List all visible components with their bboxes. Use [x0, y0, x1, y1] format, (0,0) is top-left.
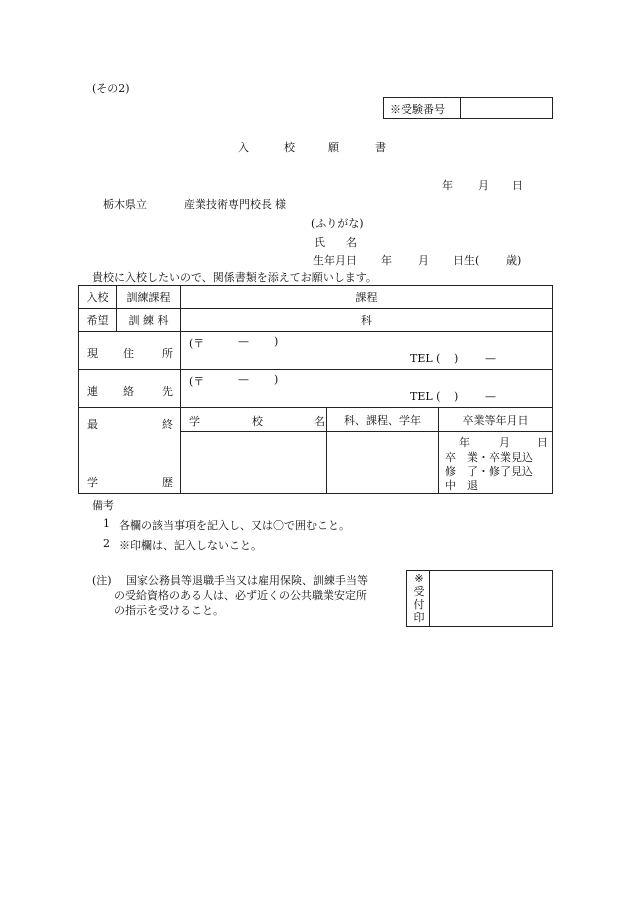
caution-line-1: 国家公務員等退職手当又は雇用保険、訓練手当等	[126, 574, 368, 587]
graduation-field[interactable]	[439, 432, 553, 494]
address-label-2: 住	[123, 347, 134, 360]
note-1-text: 各欄の該当事項を記入し、又は〇で囲むこと。	[119, 519, 350, 532]
address-tel-close: )	[454, 352, 459, 365]
col-school-3: 名	[314, 415, 325, 428]
grad-status-3[interactable]: 中 退	[445, 479, 478, 492]
desired-label-1: 入校	[79, 286, 117, 309]
title-char-4: 書	[375, 141, 386, 154]
birth-day: 日生(	[453, 254, 480, 267]
birth-label: 生年月日	[313, 254, 357, 267]
address-label-1: 現	[87, 347, 98, 360]
exam-number-box	[383, 97, 553, 119]
date-day: 日	[512, 179, 523, 192]
date-year: 年	[442, 179, 453, 192]
subject-field[interactable]	[181, 309, 553, 332]
contact-row	[79, 370, 553, 408]
stamp-label-4: 印	[413, 611, 425, 624]
addressee-school: 栃木県立	[103, 198, 147, 211]
furigana-label: (ふりがな)	[311, 217, 364, 230]
caution-line-3: の指示を受けること。	[114, 604, 224, 617]
education-header-row	[79, 408, 553, 432]
form-number: (その2)	[92, 82, 130, 95]
contact-postal-dash: —	[238, 373, 249, 386]
stamp-label-1: ※	[414, 572, 424, 585]
title-char-2: 校	[284, 141, 295, 154]
intro-text: 貴校に入校したいので、関係書類を添えてお願いします。	[92, 271, 377, 284]
contact-label-2: 絡	[123, 385, 134, 398]
address-label-3: 所	[162, 347, 173, 360]
grad-status-1[interactable]: 卒 業・卒業見込	[445, 451, 533, 464]
contact-field[interactable]	[181, 370, 553, 408]
contact-label-3: 先	[162, 385, 173, 398]
education-label-4: 歴	[162, 476, 173, 489]
course-type-value: 課程	[355, 291, 378, 304]
birth-age: 歳)	[506, 254, 522, 267]
caution-line-2: の受給資格のある人は、必ず近くの公共職業安定所	[114, 589, 367, 602]
address-row	[79, 332, 553, 370]
address-postal: (〒	[189, 337, 205, 350]
address-label-cell	[79, 332, 181, 370]
stamp-label	[412, 572, 426, 624]
col-school-1: 学	[189, 415, 200, 428]
notes-heading: 備考	[92, 499, 114, 512]
school-name-field[interactable]	[181, 432, 327, 494]
education-label-1: 最	[87, 418, 98, 431]
education-label-cell	[79, 408, 181, 494]
contact-postal-close: )	[274, 373, 279, 386]
course-type-field[interactable]	[181, 286, 553, 309]
course-type-row	[79, 286, 553, 309]
note-1-number: 1	[103, 517, 110, 530]
education-label-2: 終	[162, 418, 173, 431]
course-field[interactable]	[327, 432, 439, 494]
reception-stamp-box	[406, 570, 553, 627]
contact-tel: TEL (	[410, 390, 441, 403]
stamp-label-2: 受	[413, 585, 425, 598]
address-tel: TEL (	[410, 352, 441, 365]
stamp-field[interactable]	[430, 571, 552, 626]
caution-label: (注)	[92, 574, 112, 587]
contact-tel-close: )	[454, 390, 459, 403]
birth-month: 月	[418, 254, 429, 267]
stamp-label-3: 付	[413, 598, 425, 611]
address-postal-dash: —	[238, 335, 249, 348]
subject-label: 訓 練 科	[117, 309, 181, 332]
addressee-honorific: 様	[275, 198, 286, 211]
note-2-text: ※印欄は、記入しないこと。	[119, 539, 262, 552]
grad-day: 日	[537, 436, 548, 449]
exam-number-label: ※受験番号	[390, 103, 445, 116]
name-label-1: 氏	[314, 236, 325, 249]
address-field[interactable]	[181, 332, 553, 370]
col-school-header	[181, 408, 327, 432]
col-course-header: 科、課程、学年	[327, 408, 439, 432]
contact-label-1: 連	[87, 385, 98, 398]
desired-label-2: 希望	[79, 309, 117, 332]
grad-status-2[interactable]: 修 了・修了見込	[445, 465, 533, 478]
exam-number-field[interactable]	[461, 98, 552, 118]
col-school-2: 校	[252, 415, 263, 428]
application-table	[78, 285, 553, 494]
name-label-2: 名	[346, 236, 357, 249]
subject-value: 科	[361, 314, 373, 327]
addressee-principal: 産業技術専門校長	[184, 198, 272, 211]
address-postal-close: )	[274, 335, 279, 348]
education-label-3: 学	[87, 476, 98, 489]
subject-row	[79, 309, 553, 332]
address-tel-dash: —	[485, 352, 496, 365]
title-char-1: 入	[238, 141, 249, 154]
date-month: 月	[478, 179, 489, 192]
contact-tel-dash: —	[485, 390, 496, 403]
title-char-3: 願	[328, 141, 339, 154]
course-type-label: 訓練課程	[117, 286, 181, 309]
contact-postal: (〒	[189, 375, 205, 388]
col-graduation-header: 卒業等年月日	[439, 408, 553, 432]
grad-month: 月	[499, 436, 510, 449]
contact-label-cell	[79, 370, 181, 408]
note-2-number: 2	[103, 537, 110, 550]
birth-year: 年	[381, 254, 392, 267]
grad-year: 年	[459, 436, 470, 449]
